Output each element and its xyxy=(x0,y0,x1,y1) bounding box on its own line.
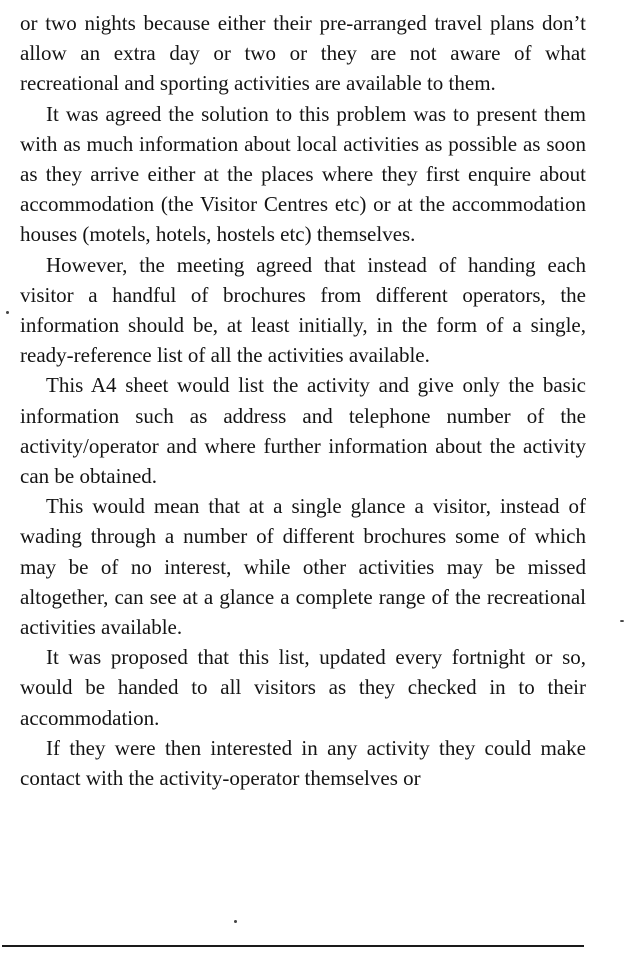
paragraph-7: If they were then interested in any activity they could make contact with the activity-operator themselves or xyxy=(20,735,586,791)
scan-speck xyxy=(6,311,9,314)
paragraph-2: It was agreed the solution to this problem was to present them with as much information about local activities as possible as soon as they arrive either at the places where they first enquire about accommodation (the Visitor Centres etc) or at the accommodation houses (motels, hotels, hostels etc) themselves. xyxy=(20,101,586,247)
paragraph-1: or two nights because either their pre-arranged travel plans don’t allow an extra day or two or they are not aware of what recreational and sporting activities are available to them. xyxy=(20,11,586,96)
paragraph-4: This A4 sheet would list the activity and give only the basic information such as address and telephone number of the activity/operator and where further information about the activity can be obtained. xyxy=(20,373,586,489)
bottom-rule xyxy=(2,945,584,947)
body-text xyxy=(20,8,586,793)
scan-speck xyxy=(620,620,624,622)
paragraph-6: It was proposed that this list, updated every fortnight or so, would be handed to all visitors as they checked in to their accommodation. xyxy=(20,645,586,730)
paragraph-5: This would mean that at a single glance a visitor, instead of wading through a number of different brochures some of which may be of no interest, while other activities may be missed altogether, can see at a glance a complete range of the recreational activities available. xyxy=(20,494,586,640)
paragraph-3: However, the meeting agreed that instead of handing each visitor a handful of brochures from different operators, the information should be, at least initially, in the form of a single, ready-reference list of all the activities available. xyxy=(20,252,586,368)
scan-speck xyxy=(234,920,237,923)
